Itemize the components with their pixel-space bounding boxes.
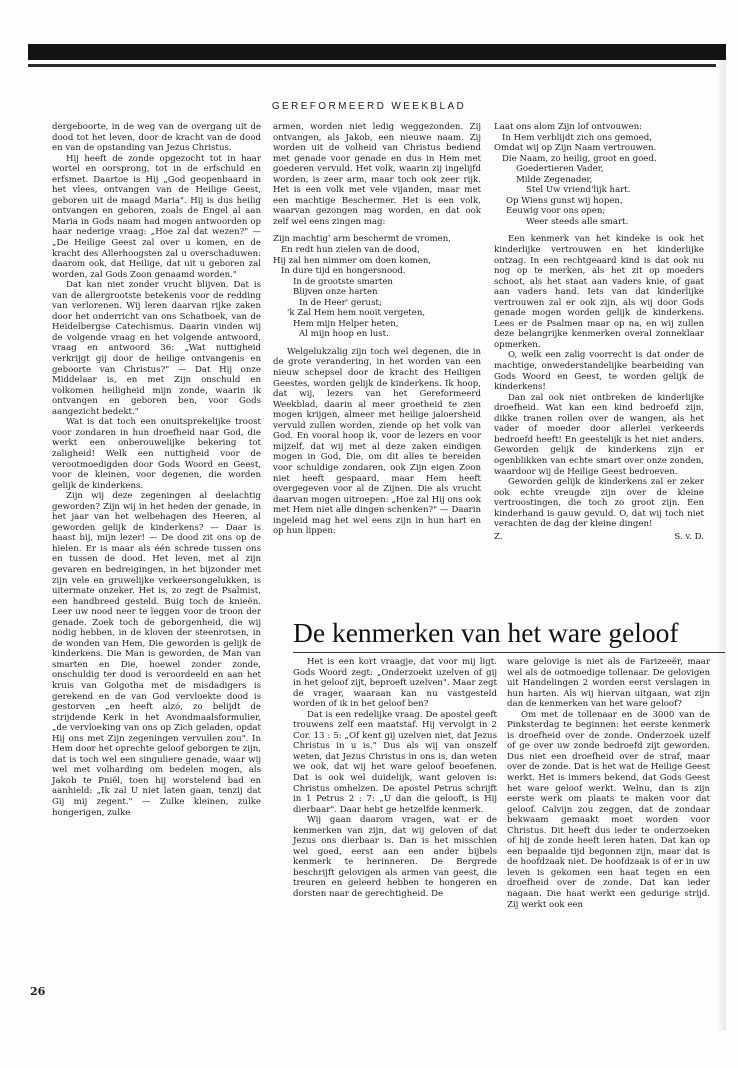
poem-line: 'k Zal Hem hem nooit vergeten, xyxy=(287,308,426,319)
poem-line: In de grootste smarten xyxy=(293,276,393,287)
poem-line: Weer steeds alle smart. xyxy=(526,216,629,227)
column-3 xyxy=(494,122,704,542)
signature-left: Z. xyxy=(494,531,503,542)
poem xyxy=(273,234,481,339)
poem-line: Laat ons alom Zijn lof ontvouwen: xyxy=(494,122,642,132)
paragraph: O, welk een zalig voorrecht is dat onder de machtige, onwederstandelijke bearbeiding van Gods Woord en Geest, te worden gelijk de kinderkens! xyxy=(494,350,704,393)
top-rule xyxy=(28,64,726,67)
page-edge-shadow xyxy=(716,60,726,1030)
poem-line: En redt hun zielen van de dood, xyxy=(281,245,420,256)
paragraph: Zijn wij deze zegeningen al deelachtig geworden? Zijn wij in het heden der genade, in het jaar van het welbehagen des Heeren, al geworden gelijk de kinderkens? — Daar is haast bij, mijn lezer! — De dood zit ons op de hielen. Er is maar als één schrede tussen ons en tussen de dood. Het leven, met al zijn gevaren en bedreigingen, in het bijzonder met zijn vele en gruwelijke verkeersongelukken, is uitermate onzeker. Het is, zo zegt de Psalmist, een handbreed gesteld. Buig toch de knieën. Leer uw nood neer te leggen voor de troon der genade. Zoek toch de geborgenheid, die wij nodig hebben, in de kloven der steenrotsen, in de wonden van Hem, Die geworden is gelijk de kinderkens. Die Man is geworden, de Man van smarten en Die, hoewel zonder zonde, onschuldig ter dood is veroordeeld en aan het kruis van Golgotha met de misdadigers is gerekend en de van God vervloekte dood is gestorven „en heeft alzó, zo belijdt de strijdende Kerk in het Avondmaalsformulier, „de vervloeking van ons op Zich geladen, opdat Hij ons met Zijn zegeningen vervullen zou". In Hem door het oprechte geloof geborgen te zijn, dat is toch wel een singuliere genade, waar wij wel met volharding om bedelen mogen, als Jakob te Pniël, toen hij worstelend bad en aanhield: „Ik zal U niet laten gaan, tenzij dat Gij mij zegent." — Zulke kleinen, zulke hongerigen, zulke xyxy=(52,491,261,818)
poem-line: Hij zal hen nimmer om doen komen, xyxy=(273,255,432,266)
poem-line: In dure tijd en hongersnood. xyxy=(281,266,406,277)
top-black-bar xyxy=(28,44,726,60)
title-rule xyxy=(293,652,725,653)
poem-line: Eeuwig voor ons open; xyxy=(506,206,606,217)
poem-line: Al mijn hoop en lust. xyxy=(299,329,389,340)
poem-line: In Hem verblijdt zich ons gemoed, xyxy=(502,132,652,143)
paragraph: Wij gaan daarom vragen, wat er de kenmerken van zijn, dat wij geloven of dat Jezus ons dierbaar is. Dan is het misschien wel goed, eerst aan een ander bijbels kenmerk te herinneren. De Bergrede beschrijft gelovigen als armen van geest, die treuren en geleerd hebben te hongeren en dorsten naar de gerechtigheid. De xyxy=(293,815,497,900)
paragraph: Geworden gelijk de kinderkens zal er zeker ook echte vreugde zijn over de kleine vertroostingen, die toch zo groot zijn. Een kinderhand is gauw gevuld. O, dat wij toch niet verachten de dag der kleine dingen! xyxy=(494,477,704,530)
paragraph: Welgelukzalig zijn toch wel degenen, die in de grote verandering, in het worden van een nieuw schepsel door de kracht des Heiligen Geestes, worden gelijk de kinderkens. Ik hoop, dat wij, lezers van het Gereformeerd Weekblad, daarin al meer groetheid te zien mogen krijgen, almeer met heilige jaloersheid vervuld zullen worden, ziende op het volk van God. En vooral hoop ik, voor de lezers en voor mijzelf, dat wij met al deze zaken eindigen mogen in God, Die, om dit alles te bereiden voor schuldige zondaren, ook Zijn eigen Zoon niet heeft gespaard, maar Hem heeft overgegeven voor al de Zijnen. Die als vrucht daarvan mogen uitroepen: „Hoe zal Hij ons ook met Hem niet alle dingen schenken?" — Daarin ingeleid mag het wel eens zijn in hun hart en op hun lippen: xyxy=(273,346,481,537)
paragraph: Een kenmerk van het kindeke is ook het kinderlijke vertrouwen en het kinderlijke ontzag. In een rechtgeaard kind is dat ook nu nog op te merken, als het zit op moeders schoot, als het staat aan vaders knie, of gaat aan vaders hand. Iets van dat kinderlijke vertrouwen zal er ook zijn, als wij door Gods genade mogen worden gelijk de kinderkens. Lees er de Psalmen maar op na, en wij zullen deze belangrijke kenmerken overal zonneklaar opmerken. xyxy=(494,234,704,350)
column-1 xyxy=(52,122,261,818)
article-title: De kenmerken van het ware geloof xyxy=(293,617,679,648)
poem-line: Zijn machtig' arm beschermt de vromen, xyxy=(273,234,452,245)
column-2 xyxy=(273,122,481,537)
page-number: 26 xyxy=(30,985,46,998)
poem-line: Omdat wij op Zijn Naam vertrouwen. xyxy=(494,143,657,154)
paragraph: Het is een kort vraagje, dat voor mij ligt. Gods Woord zegt: „Onderzoekt uzelven of gij in het geloof zijt, beproeft uzelven". Maar zegt de vrager, waaraan kan nu vastgesteld worden of ik in het geloof ben? xyxy=(293,657,497,710)
article-column-left xyxy=(293,657,497,900)
poem-line: In de Heer' gerust; xyxy=(299,297,382,308)
paragraph: Dat is een redelijke vraag. De apostel geeft trouwens zelf een maatstaf. Hij vervolgt in 2 Cor. 13 : 5: „Of kent gij uzelven niet, dat Jezus Christus in u is." Dus als wij van onszelf weten, dat Jezus Christus in ons is, dan weten we ook, dat wij het ware geloof beoefenen. Dat is ook wel duidelijk, want geloven is: Christus omhelzen. De apostel Petrus schrijft in 1 Petrus 2 : 7: „U dan die gelooft, is Hij dierbaar". Daar hebt ge hetzelfde kenmerk. xyxy=(293,709,497,815)
paragraph: ware gelovige is niet als de Farizeeër, maar wel als de ootmoedige tollenaar. De gelovigen uit Handelingen 2 worden eerst verslagen in hun harten. Als wij hiervan uitgaan, wat zijn dan de kenmerken van het ware geloof? xyxy=(507,657,710,710)
poem-line: Milde Zegenader, xyxy=(516,174,593,185)
signature-right: S. v. D. xyxy=(674,531,704,542)
article-column-right xyxy=(507,657,710,910)
poem-line: Stel Uw vriend'lijk hart. xyxy=(526,185,631,196)
paragraph: Hij heeft de zonde opgezocht tot in haar wortel en oorsprong, tot in de erfschuld en erfsmet. Daartoe is Hij „God geopenbaard in het vlees, ontvangen van de Heilige Geest, geboren uit de maagd Maria". Hij is dus heilig ontvangen en geboren, zoals de Engel al aan Maria in Gods naam had mogen antwoorden op haar nederige vraag: „Hoe zal dat wezen?" — „De Heilige Geest zal over u komen, en de kracht des Allerhoogsten zal u overschaduwen: daarom ook, dat Heilige, dat uit u geboren zal worden, zal Gods Zoon genaamd worden." xyxy=(52,153,261,280)
paragraph: Dan zal ook niet ontbreken de kinderlijke droefheid. Wat kan een kind bedroefd zijn, dikke tranen rollen over de wangen, als het vader of moeder door allerlei verkeerds bedroefd heeft! En geestelijk is het niet anders. Geworden gelijk de kinderkens zijn er ogenblikken van echte smart over onze zonden, waardoor wij de Heilige Geest bedroeven. xyxy=(494,392,704,477)
paragraph: Wat is dat toch een onuitsprekelijke troost voor zondaren in hun droefheid naar God, die werkt een onberouwelijke bekering tot zaligheid! Welk een nuttigheid voor de verootmoedigden door Gods Woord en Geest, voor de kleinen, voor degenen, die worden gelijk de kinderkens. xyxy=(52,417,261,491)
poem-line: Blijven onze harten xyxy=(293,287,378,298)
poem xyxy=(494,122,704,227)
paragraph: Dat kan niet zonder vrucht blijven. Dat is van de allergrootste betekenis voor de redding van verlorenen. Wij leren daarvan rijke zaken door het onderricht van ons Schatboek, van de Heidelbergse Catechismus. Daarin vinden wij de volgende vraag en het volgende antwoord, vraag en antwoord 36: „Wat nuttigheid verkrijgt gij door de heilige ontvangenis en geboorte van Christus?" — Dat Hij onze Middelaar is, en met Zijn onschuld en volkomen heiligheid mijn zonde, waarin ik ontvangen en geboren ben, voor Gods aangezicht bedekt." xyxy=(52,280,261,417)
poem-line: Goedertieren Vader, xyxy=(516,164,604,175)
poem-line: Die Naam, zo heilig, groot en goed. xyxy=(502,153,657,164)
paragraph: Om met de tollenaar en de 3000 van de Pinksterdag te beginnen: het eerste kenmerk is droefheid over de zonde. Onderzoek uzelf of ge over uw zonde bedroefd zijt geworden. Dus niet een droefheid over de straf, maar over de zonde. Dat is het wat de Heilige Geest werkt. Het is immers bekend, dat Gods Geest het ware geloof werkt. Welnu, dan is zijn eerste werk om plaats te maken voor dat geloof. Calvijn zou zeggen, dat de zondaar bekwaam gemaakt moet worden voor Christus. Dit heeft dus ieder te onderzoeken of hij de zonde heeft leren haten. Dat kan op een bepaalde tijd begonnen zijn, maar dat is de hoofdzaak niet. De hoofdzaak is of er in uw leven is gekomen een haat tegen en een droefheid over de zonde. Dat kan ieder nagaan. Die haat werkt een gedurige strijd. Zij werkt ook een xyxy=(507,709,710,910)
signature xyxy=(494,532,704,543)
running-title: GEREFORMEERD WEEKBLAD xyxy=(271,101,467,112)
paragraph: armen, worden niet ledig weggezonden. Zij ontvangen, als Jakob, een nieuwe naam. Zij worden uit de volheid van Christus bediend met genade voor genade en dus in Hem met goederen vervuld. Het volk, waarin zij ingelijfd worden, is zeer arm, maar toch ook zeer rijk. Het is een volk met vele vijanden, maar met een machtige Beschermer. Het is een volk, waarvan gezongen mag worden, en dat ook zelf wel eens zingen mag: xyxy=(273,122,481,227)
poem-line: Op Wiens gunst wij hopen, xyxy=(506,195,623,206)
poem-line: Hem mijn Helper heten, xyxy=(293,318,399,329)
paragraph: dergeboorte, in de weg van de overgang uit de dood tot het leven, door de kracht van de dood en van de opstanding van Jezus Christus. xyxy=(52,122,261,154)
